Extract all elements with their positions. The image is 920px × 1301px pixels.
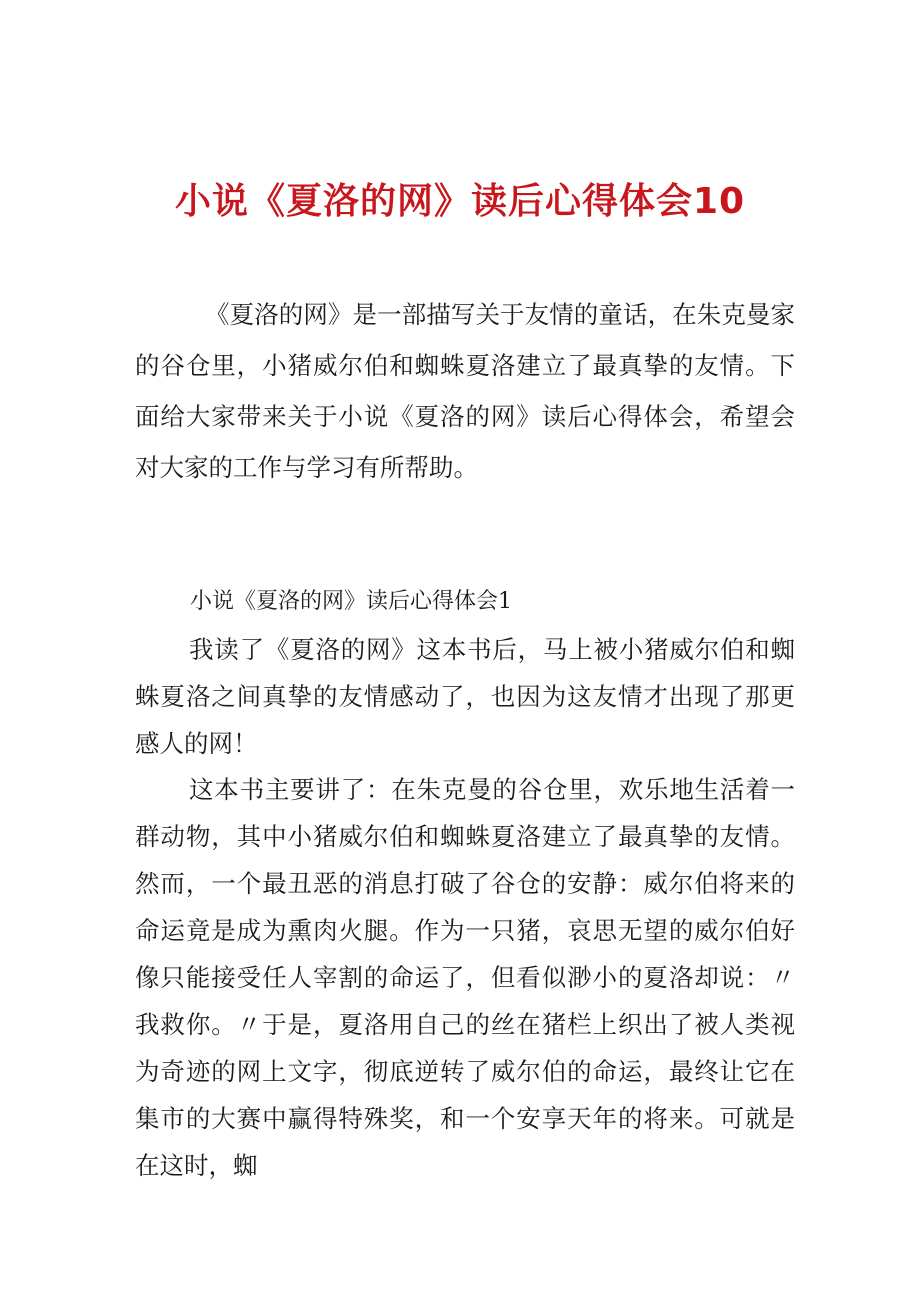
document-title: 小说《夏洛的网》读后心得体会10: [174, 181, 746, 223]
intro-paragraph: 《夏洛的网》是一部描写关于友情的童话，在朱克曼家的谷仓里，小猪威尔伯和蜘蛛夏洛建立了最真挚的友情。下面给大家带来关于小说《夏洛的网》读后心得体会，希望会对大家的工作与学习有所帮助。: [135, 300, 795, 482]
body-paragraph: 这本书主要讲了：在朱克曼的谷仓里，欢乐地生活着一群动物，其中小猪威尔伯和蜘蛛夏洛建立了最真挚的友情。然而，一个最丑恶的消息打破了谷仓的安静：威尔伯将来的命运竟是成为熏肉火腿。作为一只猪，哀思无望的威尔伯好像只能接受任人宰割的命运了，但看似渺小的夏洛却说：〃我救你。〃于是，夏洛用自己的丝在猪栏上织出了被人类视为奇迹的网上文字，彻底逆转了威尔伯的命运，最终让它在集市的大赛中赢得特殊奖，和一个安享天年的将来。可就是在这时，蜘: [135, 775, 795, 1180]
body-paragraph: 我读了《夏洛的网》这本书后，马上被小猪威尔伯和蜘蛛夏洛之间真挚的友情感动了，也因为这友情才出现了那更感人的网！: [135, 635, 795, 758]
section-heading: 小说《夏洛的网》读后心得体会1: [190, 589, 512, 614]
